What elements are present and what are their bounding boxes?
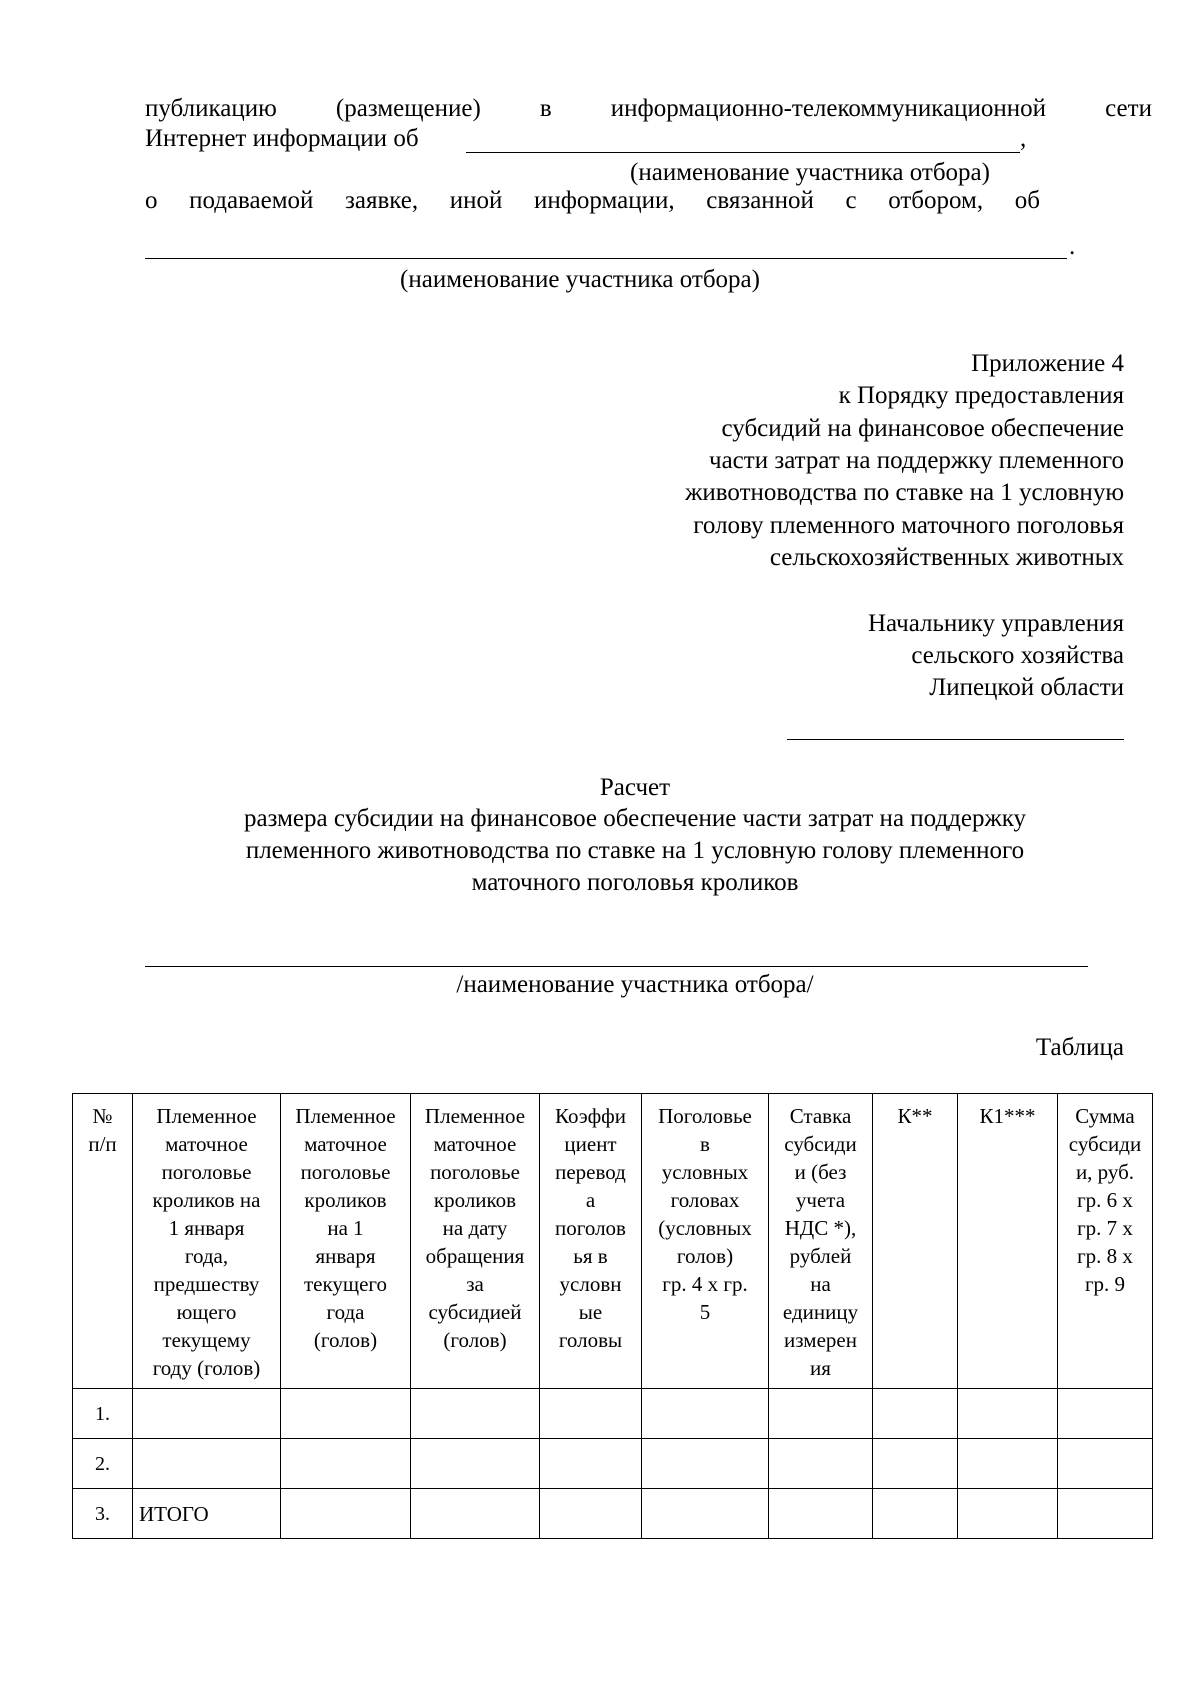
header-line: НДС *),: [784, 1216, 857, 1240]
table-cell: [281, 1439, 411, 1489]
intro-word: об: [1014, 187, 1040, 214]
header-line: рублей: [789, 1244, 852, 1268]
header-line: маточное: [433, 1132, 517, 1156]
col-header-subsidy-sum: [1058, 1094, 1153, 1389]
header-line: году (голов): [152, 1356, 261, 1380]
col-header-livestock-current-year: [281, 1094, 411, 1389]
header-line: поголовье: [430, 1160, 520, 1184]
header-line: (условных: [658, 1216, 752, 1240]
header-line: субсиди: [784, 1132, 857, 1156]
header-text: [411, 1102, 539, 1354]
header-line: поголовье: [300, 1160, 391, 1184]
table-cell: [769, 1439, 873, 1489]
intro-word: в: [539, 95, 552, 122]
table-cell: [769, 1489, 873, 1539]
header-line: кроликов: [433, 1188, 517, 1212]
table-cell: [540, 1389, 642, 1439]
header-line: маточное: [304, 1132, 387, 1156]
header-line: единицу: [782, 1300, 859, 1324]
total-label: ИТОГО: [133, 1489, 281, 1539]
appendix-line: животноводства по ставке на 1 условную: [685, 479, 1124, 506]
table-cell: [958, 1439, 1058, 1489]
table-cell: [958, 1389, 1058, 1439]
header-text: [958, 1102, 1057, 1130]
header-text: [73, 1102, 132, 1158]
header-text: [769, 1102, 872, 1382]
col-header-number: [73, 1094, 133, 1389]
document-title-line: размера субсидии на финансовое обеспечение части затрат на поддержку: [243, 805, 1027, 832]
table-cell: [873, 1439, 958, 1489]
table-label: Таблица: [1035, 1034, 1124, 1061]
table-cell: [281, 1389, 411, 1439]
header-line: кроликов на: [152, 1188, 261, 1212]
header-line: на: [810, 1272, 831, 1296]
header-line: Племенное: [295, 1104, 396, 1128]
header-line: за: [466, 1272, 484, 1296]
table-cell: [642, 1489, 769, 1539]
header-line: циент: [564, 1132, 617, 1156]
table-cell: [540, 1439, 642, 1489]
appendix-line: голову племенного маточного поголовья: [693, 512, 1124, 539]
header-line: 1 января: [168, 1216, 245, 1240]
header-line: Сумма: [1075, 1104, 1135, 1128]
intro-line-3: [145, 186, 1040, 216]
table-cell: [411, 1489, 540, 1539]
header-text: [540, 1102, 641, 1354]
col-header-k1: [958, 1094, 1058, 1389]
intro-word: подаваемой: [189, 187, 314, 214]
intro-line-2: Интернет информации об: [145, 125, 419, 152]
intro-line-4-period: .: [1069, 233, 1076, 260]
document-title-line: маточного поголовья кроликов: [471, 869, 799, 896]
header-line: К**: [897, 1104, 933, 1128]
header-text: [281, 1102, 410, 1354]
addressee-line: Липецкой области: [929, 674, 1124, 701]
caption-participant-2: (наименование участника отбора): [400, 266, 760, 293]
intro-line-2-comma: ,: [1020, 125, 1027, 152]
intro-word: о: [145, 187, 158, 214]
header-text: [1058, 1102, 1152, 1298]
row-number: 3.: [73, 1489, 133, 1539]
col-header-livestock-prev-year: [133, 1094, 281, 1389]
header-line: голов): [676, 1244, 734, 1268]
header-line: Племенное: [424, 1104, 526, 1128]
header-line: ющего: [176, 1300, 237, 1324]
header-line: текущему: [162, 1328, 251, 1352]
participant-name-blank-3: [145, 966, 1088, 967]
header-line: гр. 7 х: [1077, 1216, 1133, 1240]
table-cell: [642, 1439, 769, 1489]
table-cell: [1058, 1489, 1153, 1539]
table-cell: [1058, 1439, 1153, 1489]
header-line: учета: [795, 1188, 846, 1212]
header-line: на 1: [327, 1216, 364, 1240]
appendix-line: части затрат на поддержку племенного: [709, 447, 1124, 474]
intro-word: связанной: [706, 187, 814, 214]
header-line: поголов: [555, 1216, 626, 1240]
header-line: головы: [558, 1328, 623, 1352]
addressee-line: сельского хозяйства: [911, 642, 1124, 669]
table-cell: [411, 1389, 540, 1439]
header-line: и, руб.: [1075, 1160, 1135, 1184]
header-line: года: [326, 1300, 365, 1324]
intro-word: публикацию: [145, 95, 277, 122]
table-cell: [281, 1489, 411, 1539]
header-line: измерен: [784, 1328, 857, 1352]
header-line: года,: [184, 1244, 229, 1268]
header-line: субсидией: [428, 1300, 522, 1324]
table-cell: [958, 1489, 1058, 1539]
appendix-line: Приложение 4: [971, 350, 1124, 377]
header-line: ья в: [573, 1244, 608, 1268]
table-row-total: [73, 1489, 1153, 1539]
header-line: Ставка: [789, 1104, 852, 1128]
intro-word: информационно-телекоммуникационной: [610, 95, 1047, 122]
header-line: на дату: [442, 1216, 508, 1240]
participant-name-blank-2: [145, 258, 1067, 259]
header-line: перевод: [555, 1160, 626, 1184]
col-header-livestock-application-date: [411, 1094, 540, 1389]
table-cell: [411, 1439, 540, 1489]
header-line: 5: [699, 1300, 711, 1324]
header-line: гр. 9: [1084, 1272, 1126, 1296]
table-row: [73, 1439, 1153, 1489]
header-line: поголовье: [161, 1160, 252, 1184]
intro-word: сети: [1105, 95, 1152, 122]
calculation-table: [72, 1093, 1153, 1539]
table-cell: [540, 1489, 642, 1539]
header-line: Поголовье: [658, 1104, 752, 1128]
header-line: ия: [810, 1356, 831, 1380]
intro-word: отбором,: [888, 187, 984, 214]
header-line: кроликов: [304, 1188, 387, 1212]
header-line: января: [315, 1244, 376, 1268]
header-line: а: [585, 1188, 596, 1212]
document-title-line: племенного животноводства по ставке на 1 условную голову племенного: [245, 837, 1025, 864]
intro-word: (размещение): [335, 95, 481, 122]
header-line: условных: [661, 1160, 749, 1184]
caption-participant-1: (наименование участника отбора): [630, 159, 990, 186]
col-header-conditional-heads: [642, 1094, 769, 1389]
header-line: и (без: [794, 1160, 847, 1184]
addressee-line: Начальнику управления: [868, 610, 1124, 637]
appendix-line: субсидий на финансовое обеспечение: [721, 415, 1124, 442]
table-cell: [642, 1389, 769, 1439]
header-line: предшеству: [153, 1272, 260, 1296]
participant-caption: /наименование участника отбора/: [456, 971, 814, 998]
document-heading: Расчет: [599, 774, 671, 801]
intro-word: информации,: [533, 187, 675, 214]
table-cell: [873, 1389, 958, 1439]
participant-name-blank-1: [466, 152, 1020, 153]
col-header-subsidy-rate: [769, 1094, 873, 1389]
header-text: [642, 1102, 768, 1326]
header-text: [873, 1102, 957, 1130]
header-line: Коэффи: [555, 1104, 626, 1128]
table-cell: [133, 1389, 281, 1439]
header-line: гр. 4 х гр.: [662, 1272, 748, 1296]
header-line: (голов): [313, 1328, 378, 1352]
appendix-line: к Порядку предоставления: [838, 382, 1124, 409]
intro-word: иной: [449, 187, 503, 214]
header-line: головах: [670, 1188, 740, 1212]
header-line: п/п: [88, 1132, 117, 1156]
table-cell: [769, 1389, 873, 1439]
row-number: 2.: [73, 1439, 133, 1489]
header-line: условн: [559, 1272, 622, 1296]
header-line: текущего: [304, 1272, 387, 1296]
table-cell: [873, 1489, 958, 1539]
col-header-conversion-coefficient: [540, 1094, 642, 1389]
table-row: [73, 1389, 1153, 1439]
header-line: маточное: [165, 1132, 248, 1156]
header-line: гр. 8 х: [1077, 1244, 1133, 1268]
header-line: субсиди: [1068, 1132, 1142, 1156]
addressee-signature-line: [787, 739, 1124, 740]
table-header-row: [73, 1094, 1153, 1389]
header-line: ые: [578, 1300, 603, 1324]
header-text: [133, 1102, 280, 1382]
intro-line-1: [145, 94, 1152, 124]
header-line: К1***: [979, 1104, 1036, 1128]
header-line: (голов): [443, 1328, 507, 1352]
col-header-k: [873, 1094, 958, 1389]
header-line: Племенное: [156, 1104, 257, 1128]
intro-word: заявке,: [345, 187, 419, 214]
header-line: обращения: [425, 1244, 525, 1268]
row-number: 1.: [73, 1389, 133, 1439]
header-line: №: [92, 1104, 113, 1128]
intro-word: с: [845, 187, 857, 214]
table-cell: [1058, 1389, 1153, 1439]
header-line: гр. 6 х: [1077, 1188, 1133, 1212]
table-cell: [133, 1439, 281, 1489]
appendix-line: сельскохозяйственных животных: [769, 544, 1124, 571]
header-line: в: [700, 1132, 710, 1156]
